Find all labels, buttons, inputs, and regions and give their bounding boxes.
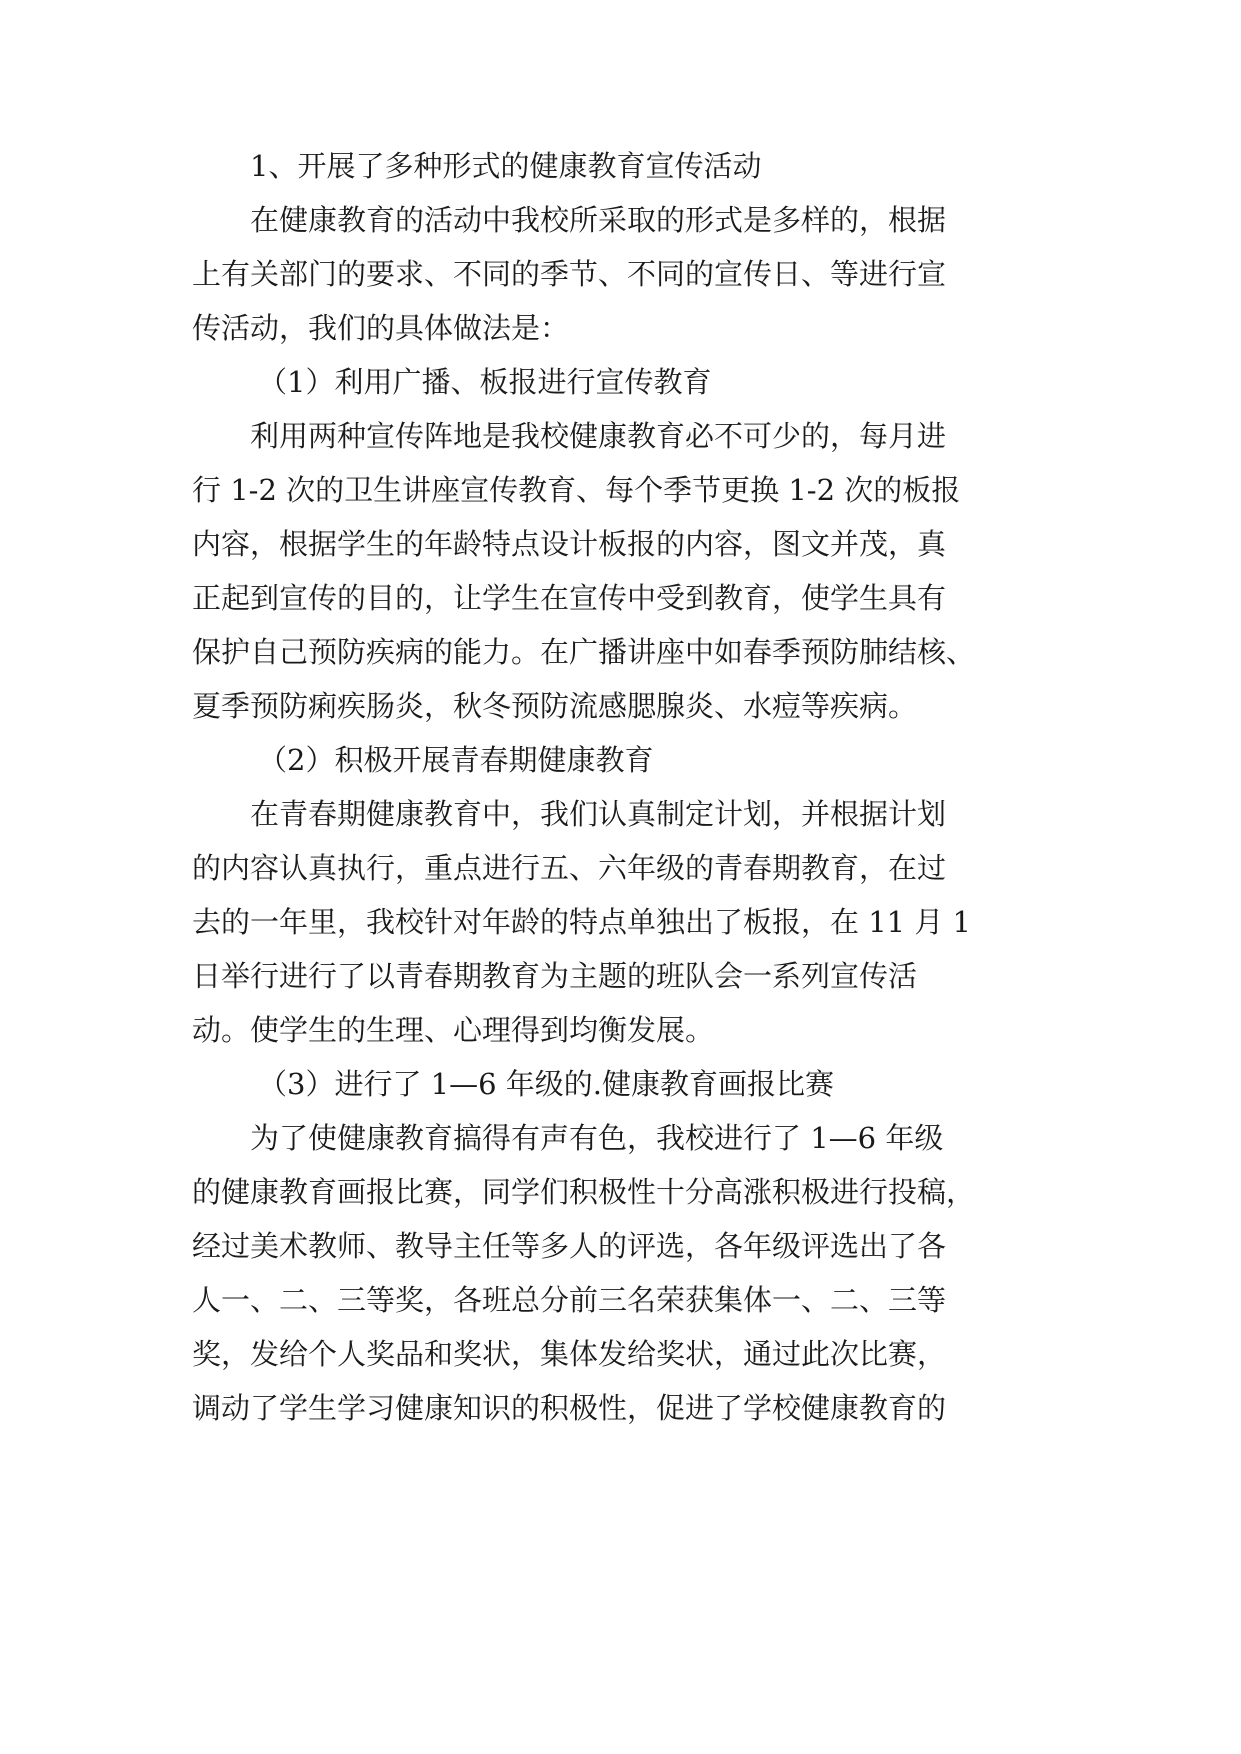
paragraph-line: 利用两种宣传阵地是我校健康教育必不可少的，每月进 — [250, 419, 947, 453]
paragraph-line: 动。使学生的生理、心理得到均衡发展。 — [192, 1013, 715, 1047]
paragraph-line: 内容，根据学生的年龄特点设计板报的内容，图文并茂，真 — [192, 527, 947, 561]
paragraph-line: 奖，发给个人奖品和奖状，集体发给奖状，通过此次比赛， — [192, 1337, 947, 1371]
paragraph-line: 经过美术教师、教导主任等多人的评选，各年级评选出了各 — [192, 1229, 947, 1263]
intro-line-1: 在健康教育的活动中我校所采取的形式是多样的，根据 — [250, 203, 947, 237]
paragraph-line: 保护自己预防疾病的能力。在广播讲座中如春季预防肺结核、 — [192, 635, 976, 669]
paragraph-line: 人一、二、三等奖，各班总分前三名荣获集体一、二、三等 — [192, 1283, 947, 1317]
paragraph-line: 的内容认真执行，重点进行五、六年级的青春期教育，在过 — [192, 851, 947, 885]
section-heading: 1、开展了多种形式的健康教育宣传活动 — [250, 149, 762, 183]
paragraph-line: 调动了学生学习健康知识的积极性，促进了学校健康教育的 — [192, 1391, 947, 1425]
paragraph-line: 的健康教育画报比赛，同学们积极性十分高涨积极进行投稿， — [192, 1175, 976, 1209]
subsection-title-2: （2）积极开展青春期健康教育 — [258, 743, 654, 777]
paragraph-line: 去的一年里，我校针对年龄的特点单独出了板报，在 11 月 1 — [192, 905, 972, 939]
subsection-title-3: （3）进行了 1—6 年级的.健康教育画报比赛 — [258, 1067, 835, 1101]
paragraph-line: 夏季预防痢疾肠炎，秋冬预防流感腮腺炎、水痘等疾病。 — [192, 689, 918, 723]
intro-line-3: 传活动，我们的具体做法是： — [192, 311, 570, 345]
paragraph-line: 行 1-2 次的卫生讲座宣传教育、每个季节更换 1-2 次的板报 — [192, 473, 961, 507]
subsection-title-1: （1）利用广播、板报进行宣传教育 — [258, 365, 712, 399]
paragraph-line: 正起到宣传的目的，让学生在宣传中受到教育，使学生具有 — [192, 581, 947, 615]
intro-line-2: 上有关部门的要求、不同的季节、不同的宣传日、等进行宣 — [192, 257, 947, 291]
paragraph-line: 在青春期健康教育中，我们认真制定计划，并根据计划 — [250, 797, 947, 831]
paragraph-line: 为了使健康教育搞得有声有色，我校进行了 1—6 年级 — [250, 1121, 944, 1155]
paragraph-line: 日举行进行了以青春期教育为主题的班队会一系列宣传活 — [192, 959, 918, 993]
